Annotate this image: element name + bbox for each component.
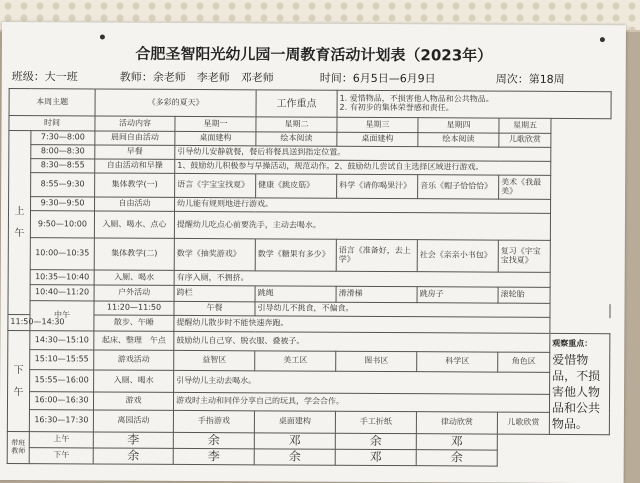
signature: 邓 bbox=[254, 433, 335, 449]
signature: 邓 bbox=[416, 434, 497, 450]
col-time: 时间 bbox=[9, 116, 95, 131]
time-cell: 16:30—17:30 bbox=[29, 410, 93, 432]
class-label: 班级：大一班 bbox=[11, 70, 78, 84]
period-noon: 中午 bbox=[30, 301, 94, 331]
plan-sheet bbox=[0, 22, 626, 483]
activity-cell: 入厕、喝水、点心 bbox=[94, 211, 174, 238]
activity-cell: 入厕、喝水 bbox=[94, 270, 174, 285]
activity-cell: 集体教学(二) bbox=[94, 238, 174, 270]
time-cell: 9:50—10:00 bbox=[30, 211, 94, 238]
time-cell: 7:30—8:00 bbox=[31, 131, 95, 145]
col-tue: 星期二 bbox=[256, 117, 337, 132]
time-cell: 8:55—9:30 bbox=[31, 173, 95, 197]
observation-note: 观察重点： 爱惜物品，不损害他人物品和公共物品。 bbox=[549, 333, 610, 434]
plan-cell: 桌面建构 bbox=[175, 131, 256, 145]
activity-cell: 户外活动 bbox=[94, 285, 174, 301]
pin-icon bbox=[100, 35, 105, 40]
time-cell: 10:40—11:20 bbox=[30, 285, 94, 301]
activity-cell: 游戏活动 bbox=[94, 350, 174, 371]
duty-label: 带班 教师 bbox=[7, 432, 29, 464]
time-cell: 9:30—9:50 bbox=[31, 197, 95, 211]
focus-text: 1. 爱惜物品，不损害他人物品和公共物品。 2. 有初步的集体荣誉感和责任。 bbox=[337, 90, 611, 118]
activity-cell: 集体教学(一) bbox=[95, 173, 175, 197]
plan-note: 引导幼儿不挑食，不偏食。 bbox=[255, 302, 610, 318]
plan-cell: 健康《跳皮筋》 bbox=[256, 174, 337, 198]
signature: 余 bbox=[173, 432, 254, 448]
plan-cell: 滑滑梯 bbox=[336, 286, 417, 302]
plan-cell: 语言《准备好，去上学》 bbox=[336, 239, 417, 271]
signature: 余 bbox=[335, 433, 416, 449]
time-cell: 16:00—16:30 bbox=[29, 391, 93, 410]
plan-cell: 数学《抽奖游戏》 bbox=[174, 238, 255, 270]
time-cell: 15:55—16:00 bbox=[30, 370, 94, 392]
plan-cell: 音乐《帽子恰恰恰》 bbox=[418, 175, 499, 199]
signature: 余 bbox=[254, 449, 335, 465]
signature: 余 bbox=[416, 450, 497, 466]
activity-cell: 入厕、喝水 bbox=[94, 370, 174, 392]
plan-cell: 手工折纸 bbox=[335, 412, 416, 434]
time-cell: 15:10—15:55 bbox=[30, 349, 94, 370]
plan-cell: 益智区 bbox=[174, 350, 255, 371]
plan-cell: 跨栏 bbox=[174, 285, 255, 301]
plan-cell: 社会《亲亲小书包》 bbox=[417, 240, 498, 272]
time-cell: 10:35—10:40 bbox=[30, 270, 94, 285]
signature: 李 bbox=[93, 432, 173, 448]
activity-cell: 晨间自由活动 bbox=[95, 131, 175, 145]
activity-cell: 散步、午睡 bbox=[94, 315, 174, 331]
plan-note: 1、鼓励幼儿积极参与早操活动，规范动作。2、鼓励幼儿尝试自主选择区域进行游戏。 bbox=[175, 159, 551, 175]
plan-cell: 律动欣赏 bbox=[416, 412, 497, 434]
week-label: 周次：第18周 bbox=[495, 72, 565, 86]
time-label: 时间：6月5日—6月9日 bbox=[319, 71, 436, 86]
plan-note: 提醒幼儿散步时不能快速奔跑。 bbox=[174, 315, 550, 333]
signature: 李 bbox=[173, 448, 254, 464]
time-cell: 8:30—8:55 bbox=[31, 159, 95, 173]
plan-cell: 数学《糖果有多少》 bbox=[255, 239, 336, 271]
activity-cell: 自由活动和早操 bbox=[95, 159, 175, 173]
plan-cell: 儿歌欣赏 bbox=[499, 133, 551, 147]
plan-cell: 科学《请你喝果汁》 bbox=[337, 174, 418, 198]
focus-label: 工作重点 bbox=[256, 90, 337, 117]
period-afternoon: 下 午 bbox=[7, 331, 30, 432]
period-morning: 上 午 bbox=[8, 131, 31, 315]
plan-cell: 滚轮胎 bbox=[498, 287, 550, 303]
plan-cell: 科学区 bbox=[417, 352, 498, 373]
plan-note: 幼儿能有规则地进行游戏。 bbox=[175, 197, 551, 213]
teacher-label: 教师：余老师 李老师 邓老师 bbox=[119, 70, 274, 85]
plan-cell: 美术《我最美》 bbox=[499, 175, 551, 199]
plan-cell: 桌面建构 bbox=[254, 411, 335, 433]
theme-label: 本周主题 bbox=[9, 89, 95, 116]
plan-note: 引导幼儿主动去喝水。 bbox=[174, 370, 550, 393]
signature: 余 bbox=[93, 448, 173, 464]
duty-am-label: 上午 bbox=[29, 432, 93, 448]
time-cell: 11:50—14:30 bbox=[8, 315, 30, 331]
signature: 邓 bbox=[335, 449, 416, 465]
col-thu: 星期四 bbox=[418, 118, 499, 133]
plan-cell: 绘本阅读 bbox=[418, 133, 499, 147]
plan-cell: 跳房子 bbox=[417, 287, 498, 303]
activity-cell: 早餐 bbox=[95, 145, 175, 159]
plan-cell: 手指游戏 bbox=[173, 411, 254, 433]
plan-note: 有序入厕，不拥挤。 bbox=[174, 270, 550, 287]
col-mon: 星期一 bbox=[175, 116, 256, 131]
plan-table bbox=[7, 88, 612, 467]
theme-value: 《多彩的夏天》 bbox=[95, 89, 256, 117]
time-cell: 14:30—15:10 bbox=[30, 331, 94, 350]
col-wed: 星期三 bbox=[337, 117, 418, 132]
time-cell: 10:00—10:35 bbox=[30, 238, 94, 270]
plan-note: 提醒幼儿吃点心前要洗手，主动去喝水。 bbox=[174, 211, 550, 240]
activity-cell: 离园活动 bbox=[93, 410, 173, 432]
col-content: 活动内容 bbox=[95, 116, 175, 131]
pin-icon bbox=[600, 37, 605, 42]
plan-cell: 绘本阅读 bbox=[256, 132, 337, 146]
activity-cell: 自由活动 bbox=[95, 197, 175, 211]
activity-cell: 起床、整理 午点 bbox=[94, 331, 174, 350]
plan-cell: 语言《宇宝宝找夏》 bbox=[175, 173, 256, 197]
plan-cell: 美工区 bbox=[255, 351, 336, 372]
activity-cell: 午餐 bbox=[174, 301, 255, 315]
plan-cell: 图书区 bbox=[336, 351, 417, 372]
plan-cell: 儿歌欣赏 bbox=[497, 413, 549, 435]
plan-note: 引导幼儿安静就餐，餐后将餐具送到指定位置。 bbox=[175, 145, 551, 161]
plan-cell: 复习《宇宝宝找夏》 bbox=[498, 240, 550, 272]
time-cell: 8:00—8:30 bbox=[31, 145, 95, 159]
plan-cell: 角色区 bbox=[498, 352, 550, 372]
sheet-title: 合肥圣智阳光幼儿园一周教育活动计划表（2023年） bbox=[135, 44, 493, 65]
activity-cell: 游戏 bbox=[93, 392, 173, 411]
plan-cell: 跳绳 bbox=[255, 286, 336, 302]
plan-cell: 桌面建构 bbox=[337, 132, 418, 146]
plan-note: 鼓励幼儿自己穿、脱衣服、叠被子。 bbox=[174, 331, 550, 352]
duty-pm-label: 下午 bbox=[29, 448, 93, 464]
col-fri: 星期五 bbox=[499, 118, 551, 133]
plan-note: 游戏时主动和同伴分享自己的玩具，学会合作。 bbox=[173, 392, 549, 413]
time-cell: 11:20—11:50 bbox=[94, 301, 174, 315]
